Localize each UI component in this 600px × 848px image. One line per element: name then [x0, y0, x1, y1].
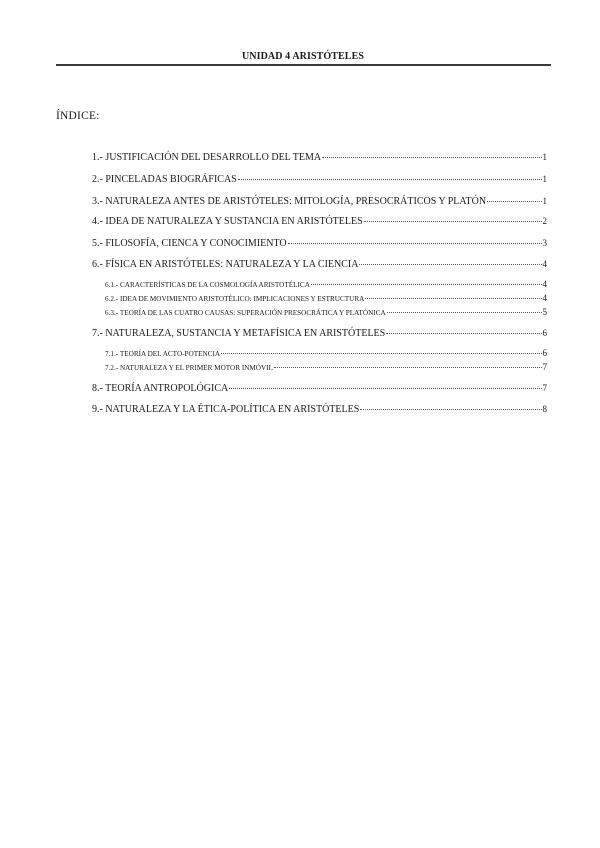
- toc-subentry[interactable]: [105, 293, 547, 303]
- toc-page-number: 1: [542, 152, 547, 162]
- toc-entry-label: 1.- JUSTIFICACIÓN DEL DESARROLLO DEL TEMA: [92, 152, 322, 163]
- toc-entry-label: 4.- IDEA DE NATURALEZA Y SUSTANCIA EN ARISTÓTELES: [92, 216, 363, 227]
- index-heading: ÍNDICE:: [56, 110, 100, 122]
- toc-page-number: 8: [542, 404, 547, 414]
- toc-entry-label: 6.2.- IDEA DE MOVIMIENTO ARISTOTÉLICO: IMPLICACIONES Y ESTRUCTURA: [105, 295, 365, 303]
- toc-dot-leader: [386, 333, 541, 334]
- toc-entry-label: 9.- NATURALEZA Y LA ÉTICA-POLÍTICA EN ARISTÓTELES: [92, 404, 360, 415]
- toc-entry-label: 5.- FILOSOFÍA, CIENCA Y CONOCIMIENTO: [92, 238, 287, 249]
- toc-entry[interactable]: [92, 196, 547, 207]
- toc-entry-label: 7.2.- NATURALEZA Y EL PRIMER MOTOR INMÓVIL: [105, 364, 273, 372]
- toc-dot-leader: [238, 179, 542, 180]
- toc-entry-label: 7.1.- TEORÍA DEL ACTO-POTENCIA: [105, 350, 221, 358]
- toc-dot-leader: [322, 157, 541, 158]
- toc-subentry[interactable]: [105, 362, 547, 372]
- toc-page-number: 3: [542, 238, 547, 248]
- toc-page-number: 1: [542, 174, 547, 184]
- toc-page-number: 6: [542, 328, 547, 338]
- toc-page-number: 5: [542, 307, 547, 317]
- toc-entry-label: 3.- NATURALEZA ANTES DE ARISTÓTELES: MITOLOGÍA, PRESOCRÁTICOS Y PLATÓN: [92, 196, 487, 207]
- toc-entry[interactable]: [92, 404, 547, 415]
- toc-dot-leader: [359, 264, 541, 265]
- toc-entry[interactable]: [92, 216, 547, 227]
- document-header-title: UNIDAD 4 ARISTÓTELES: [241, 51, 365, 62]
- toc-page-number: 7: [542, 383, 547, 393]
- header-divider: [56, 64, 551, 66]
- toc-dot-leader: [221, 353, 541, 354]
- toc-entry[interactable]: [92, 328, 547, 339]
- toc-subentry[interactable]: [105, 307, 547, 317]
- toc-subentry[interactable]: [105, 348, 547, 358]
- toc-dot-leader: [360, 409, 541, 410]
- toc-dot-leader: [288, 243, 542, 244]
- toc-dot-leader: [311, 284, 542, 285]
- toc-entry[interactable]: [92, 383, 547, 394]
- toc-dot-leader: [365, 298, 541, 299]
- toc-page-number: 4: [542, 293, 547, 303]
- toc-entry[interactable]: [92, 174, 547, 185]
- toc-page-number: 2: [542, 216, 547, 226]
- toc-entry[interactable]: [92, 238, 547, 249]
- toc-dot-leader: [274, 367, 542, 368]
- toc-subentry[interactable]: [105, 279, 547, 289]
- toc-dot-leader: [387, 312, 542, 313]
- toc-entry[interactable]: [92, 259, 547, 270]
- toc-page-number: 6: [542, 348, 547, 358]
- toc-dot-leader: [229, 388, 541, 389]
- toc-page-number: 4: [542, 259, 547, 269]
- toc-page-number: 7: [542, 362, 547, 372]
- toc-page-number: 4: [542, 279, 547, 289]
- toc-entry-label: 6.3.- TEORÍA DE LAS CUATRO CAUSAS: SUPERACIÓN PRESOCRÁTICA Y PLATÓNICA: [105, 309, 386, 317]
- toc-entry-label: 6.- FÍSICA EN ARISTÓTELES: NATURALEZA Y LA CIENCIA: [92, 259, 359, 270]
- toc-page-number: 1: [542, 196, 547, 206]
- toc-entry-label: 7.- NATURALEZA, SUSTANCIA Y METAFÍSICA EN ARISTÓTELES: [92, 328, 386, 339]
- toc-entry-label: 2.- PINCELADAS BIOGRÁFICAS: [92, 174, 237, 185]
- toc-dot-leader: [487, 201, 541, 202]
- toc-entry-label: 6.1.- CARACTERÍSTICAS DE LA COSMOLOGÍA ARISTOTÉLICA: [105, 281, 310, 289]
- toc-entry-label: 8.- TEORÍA ANTROPOLÓGICA: [92, 383, 229, 394]
- toc-dot-leader: [364, 221, 542, 222]
- toc-entry[interactable]: [92, 152, 547, 163]
